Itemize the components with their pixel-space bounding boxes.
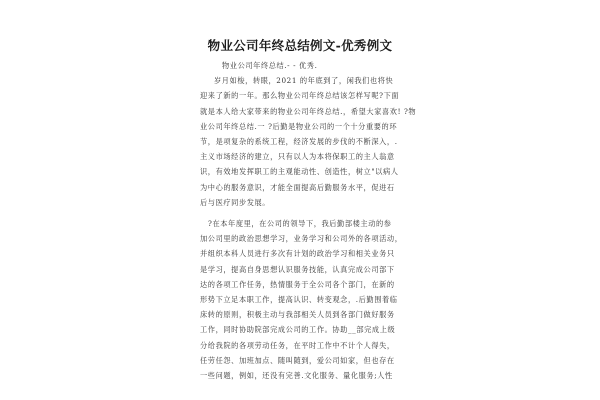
paragraph-line: 分给我院的各项劳动任务，在平时工作中不计个人得失， [200,340,395,350]
paragraph-line: ?在本年度里，在公司的领导下，我后勤部楼主动的参 [208,219,392,229]
paragraph-line: 为中心的服务意识，才能全面提高后勤服务水平，促进石 [200,182,395,192]
paragraph-line: 节，是项复杂的系统工程，经济发展的步伐的不断深入，. [200,137,398,147]
paragraph-line: 是学习，提高自身思想认识服务技能，认真完成公司部下 [200,264,395,274]
paragraph-line: 识，有效地发挥职工的主观能动性、创造性，树立"以病人 [200,167,399,177]
paragraph-line: 形势下立足本职工作，提高认识、转变观念，.后勤围着临 [200,295,398,305]
paragraph-line: 后与医疗同步发展。 [200,197,271,207]
paragraph-line: 一些问题，例如，还没有完善.文化服务、量化服务;人性 [200,371,393,381]
paragraph-line: 迎来了新的一年。那么物业公司年终总结该怎样写呢?下面 [200,91,400,101]
paragraph-line: 工作，同时协助院部完成公司的工作。协助__部完成上级 [200,325,396,335]
paragraph-line: 并组织本科人员进行多次有计划的政治学习和相关业务只 [200,249,395,259]
document-subtitle: 物业公司年终总结.- - 优秀. [222,61,318,70]
paragraph-line: 达的各项工作任务，热情服务于全公司各个部门，在新的 [200,279,395,289]
paragraph-line: 床转的原则，积极主动与我部相关人员到各部门做好服务 [200,310,395,320]
paragraph-line: 任劳任怨、加班加点、随叫随到，爱公司如家，但也存在 [200,355,395,365]
paragraph-line: 岁月如梭，转眼，2021 的年底到了，闲我们也将快 [214,76,394,86]
document-title: 物业公司年终总结例文-优秀例文 [207,38,393,53]
paragraph-line: 就是本人给大家带来的物业公司年终总结.，希望大家喜欢! ?物 [200,106,417,116]
document-body [200,58,417,383]
paragraph-line: 加公司里的政治思想学习，业务学习和公司外的各项活动， [200,234,403,244]
paragraph-line: 业公司年终总结.一 ?后勤是物业公司的一个十分重要的环 [200,121,398,131]
paragraph-line: 主义市场经济的建立，只有以人为本将保职工的主人翁意 [200,152,395,162]
